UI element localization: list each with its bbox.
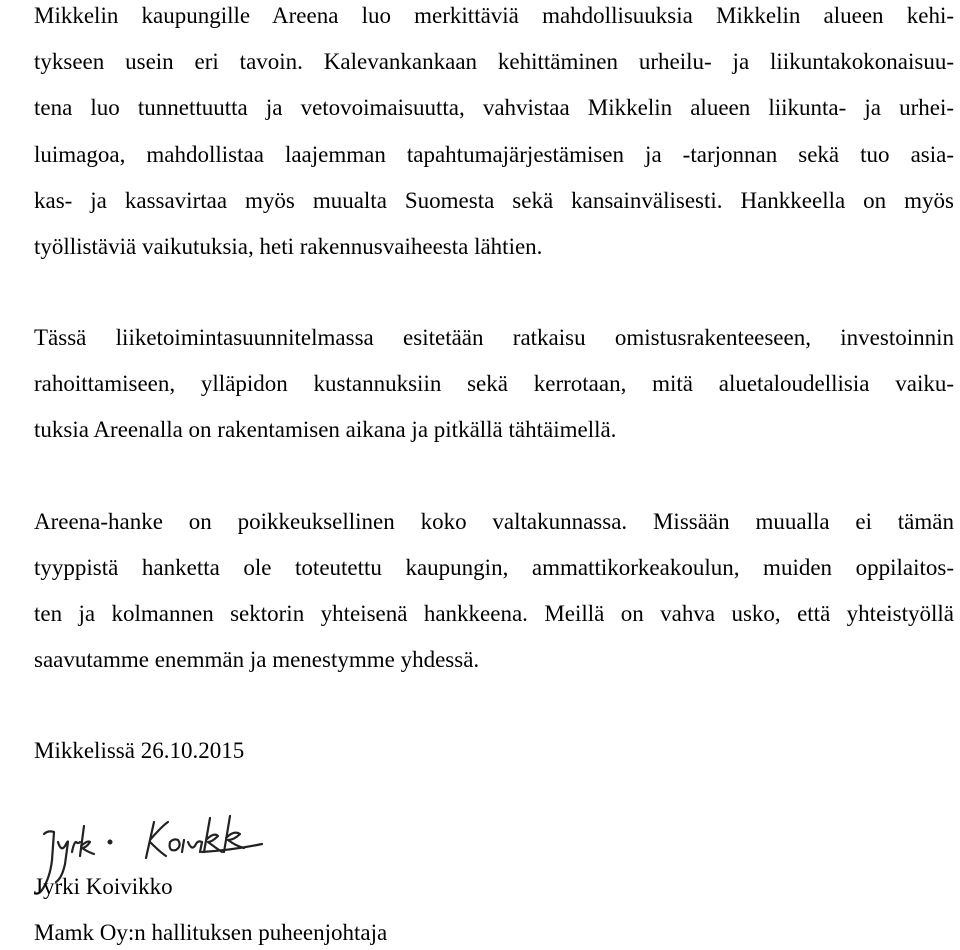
paragraph-2-line-3: tuksia Areenalla on rakentamisen aikana ja pitkällä tähtäimellä.	[34, 417, 617, 442]
paragraph-1-line-6: työllistäviä vaikutuksia, heti rakennusvaiheesta lähtien.	[34, 234, 543, 259]
paragraph-1-line-3: tena luo tunnettuutta ja vetovoimaisuutta, vahvistaa Mikkelin alueen liikunta- ja urhei-	[34, 95, 954, 120]
paragraph-2-line-1: Tässä liiketoimintasuunnitelmassa esitetään ratkaisu omistusrakenteeseen, investoinnin	[34, 325, 954, 350]
paragraph-3-line-3: ten ja kolmannen sektorin yhteisenä hankkeena. Meillä on vahva usko, että yhteistyöllä	[34, 601, 954, 626]
paragraph-1-line-4: luimagoa, mahdollistaa laajemman tapahtumajärjestämisen ja -tarjonnan sekä tuo asia-	[34, 142, 954, 167]
paragraph-3-line-2: tyyppistä hanketta ole toteutettu kaupungin, ammattikorkeakoulun, muiden oppilaitos-	[34, 555, 954, 580]
paragraph-1-line-1: Mikkelin kaupungille Areena luo merkittäviä mahdollisuuksia Mikkelin alueen kehi-	[34, 3, 954, 28]
signer-title: Mamk Oy:n hallituksen puheenjohtaja	[34, 920, 388, 945]
place-date: Mikkelissä 26.10.2015	[34, 738, 245, 763]
paragraph-2-line-2: rahoittamiseen, ylläpidon kustannuksiin sekä kerrotaan, mitä aluetaloudellisia vaiku-	[34, 371, 954, 396]
paragraph-3-line-4: saavutamme enemmän ja menestymme yhdessä.	[34, 647, 480, 672]
paragraph-1-line-5: kas- ja kassavirtaa myös muualta Suomesta sekä kansainvälisesti. Hankkeella on myös	[34, 188, 954, 213]
paragraph-1-line-2: tykseen usein eri tavoin. Kalevankankaan kehittäminen urheilu- ja liikuntakokonaisuu-	[34, 49, 954, 74]
signer-name: Jyrki Koivikko	[34, 874, 173, 899]
paragraph-3-line-1: Areena-hanke on poikkeuksellinen koko valtakunnassa. Missään muualla ei tämän	[34, 509, 954, 534]
